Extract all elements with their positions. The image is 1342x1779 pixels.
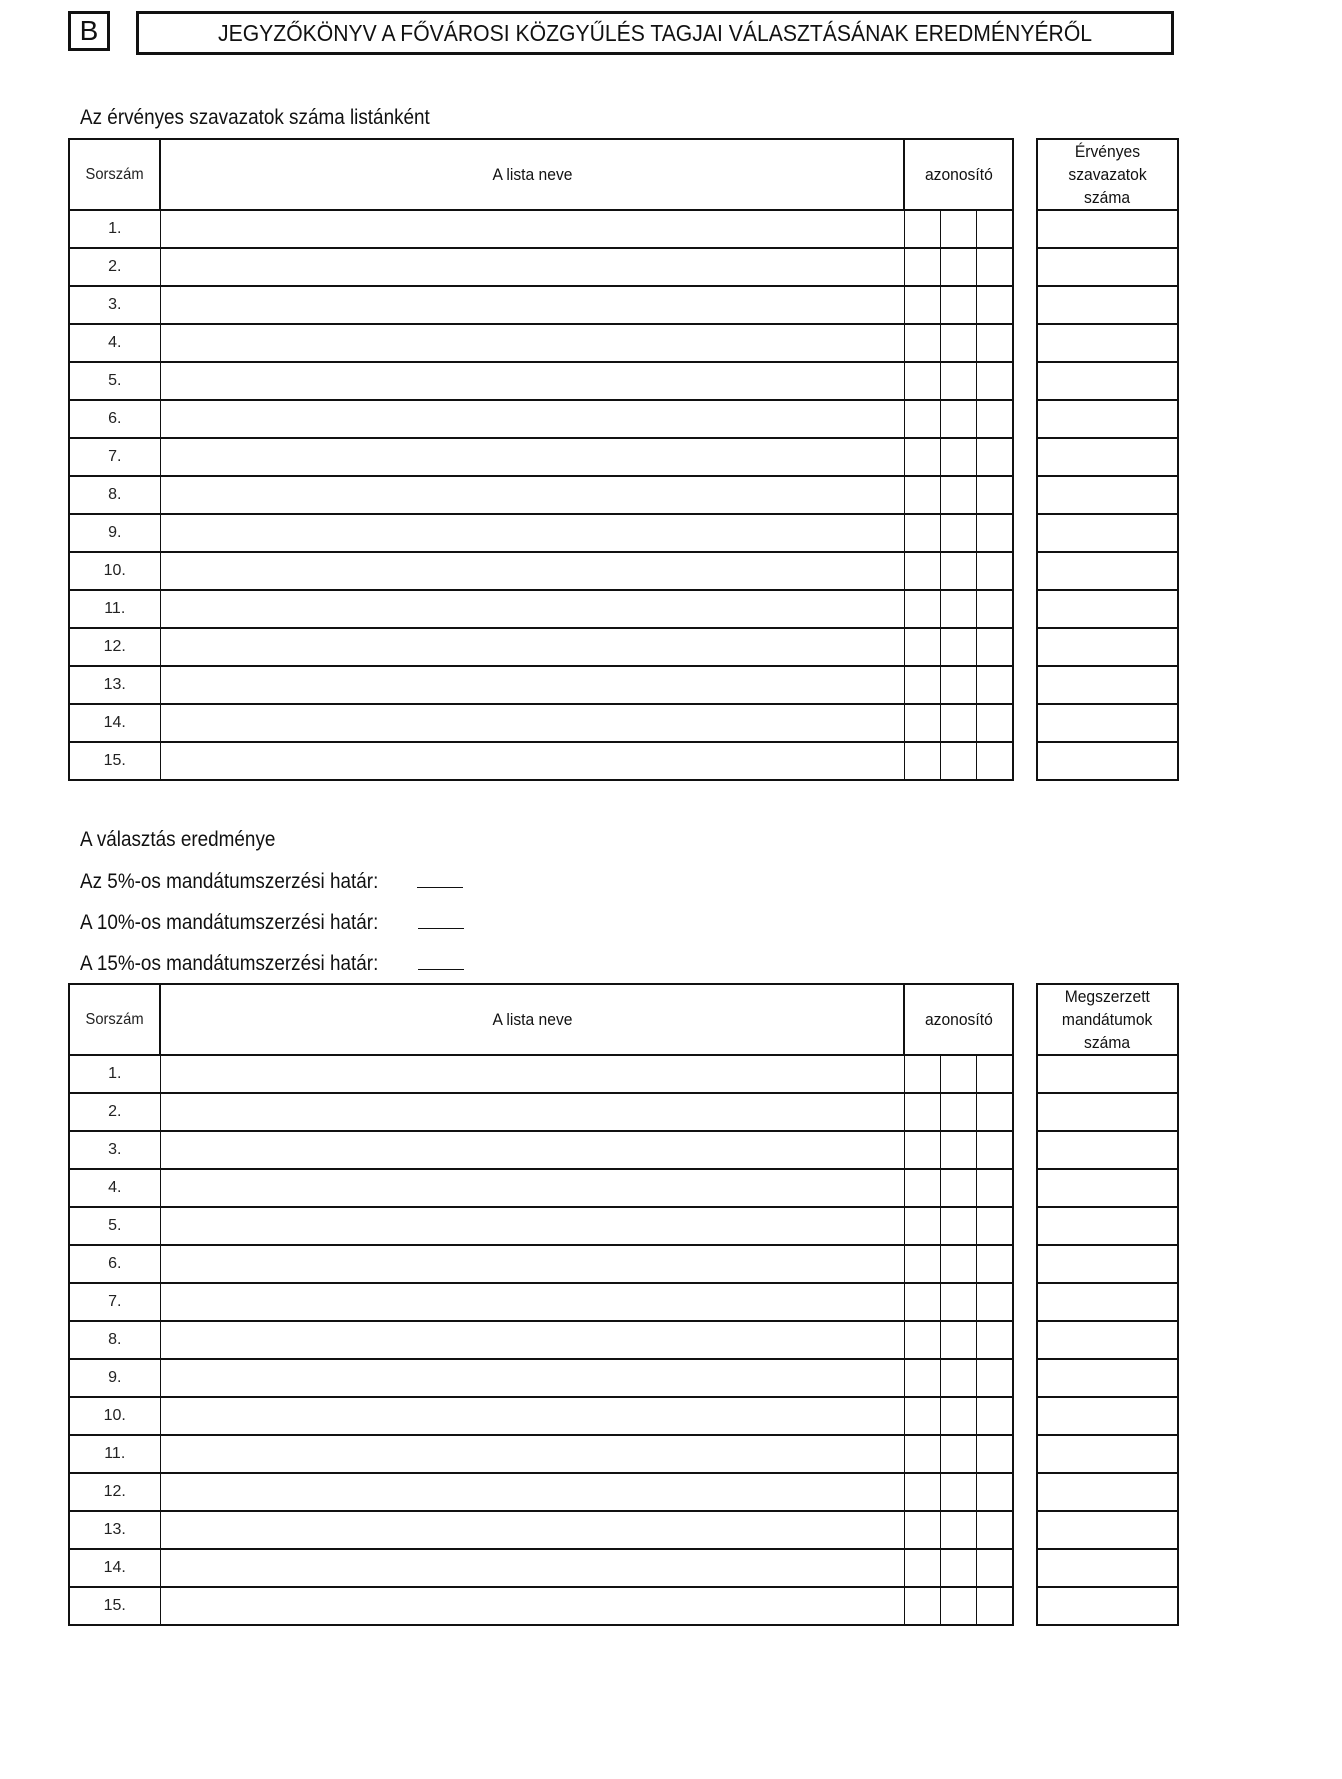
table-row xyxy=(69,1359,1013,1397)
azonosito-digit-cell[interactable] xyxy=(904,704,940,742)
row-number: 10. xyxy=(69,552,160,590)
row-number: 10. xyxy=(69,1397,160,1435)
count-cell[interactable] xyxy=(1037,324,1178,362)
azonosito-digit-cell[interactable] xyxy=(976,666,1013,704)
list-name-cell[interactable] xyxy=(160,324,904,362)
threshold-15-blank[interactable] xyxy=(418,953,464,970)
row-number: 11. xyxy=(69,1435,160,1473)
list-name-cell[interactable] xyxy=(160,1131,904,1169)
count-cell[interactable] xyxy=(1037,666,1178,704)
valid-votes-count-header: Érvényes szavazatok száma xyxy=(1037,139,1178,210)
count-cell[interactable] xyxy=(1037,1435,1178,1473)
azonosito-digit-cell[interactable] xyxy=(940,1245,976,1283)
table-row xyxy=(69,628,1013,666)
azonosito-digit-cell[interactable] xyxy=(976,1169,1013,1207)
azonosito-digit-cell[interactable] xyxy=(904,514,940,552)
table-row xyxy=(69,742,1013,780)
row-number: 4. xyxy=(69,324,160,362)
azonosito-digit-cell[interactable] xyxy=(976,1245,1013,1283)
list-name-cell[interactable] xyxy=(160,1169,904,1207)
row-number: 15. xyxy=(69,742,160,780)
count-cell[interactable] xyxy=(1037,248,1178,286)
azonosito-digit-cell[interactable] xyxy=(904,552,940,590)
list-name-cell[interactable] xyxy=(160,514,904,552)
azonosito-digit-cell[interactable] xyxy=(940,438,976,476)
row-number: 1. xyxy=(69,1055,160,1093)
count-cell[interactable] xyxy=(1037,704,1178,742)
table-row xyxy=(1037,1359,1178,1397)
count-cell[interactable] xyxy=(1037,514,1178,552)
azonosito-digit-cell[interactable] xyxy=(976,438,1013,476)
azonosito-header: azonosító xyxy=(904,984,1013,1055)
azonosito-digit-cell[interactable] xyxy=(904,666,940,704)
count-cell[interactable] xyxy=(1037,1549,1178,1587)
count-cell[interactable] xyxy=(1037,438,1178,476)
list-name-cell[interactable] xyxy=(160,666,904,704)
table-row xyxy=(1037,1093,1178,1131)
azonosito-digit-cell[interactable] xyxy=(904,324,940,362)
table-row xyxy=(69,400,1013,438)
row-number: 4. xyxy=(69,1169,160,1207)
count-cell[interactable] xyxy=(1037,1169,1178,1207)
azonosito-digit-cell[interactable] xyxy=(976,1435,1013,1473)
azonosito-digit-cell[interactable] xyxy=(904,1321,940,1359)
table-row xyxy=(69,666,1013,704)
table-row xyxy=(69,704,1013,742)
table-row xyxy=(1037,742,1178,780)
list-name-header: A lista neve xyxy=(160,984,904,1055)
list-name-cell[interactable] xyxy=(160,704,904,742)
list-name-cell[interactable] xyxy=(160,1473,904,1511)
table-row xyxy=(1037,1245,1178,1283)
list-name-cell[interactable] xyxy=(160,590,904,628)
count-cell[interactable] xyxy=(1037,1055,1178,1093)
azonosito-digit-cell[interactable] xyxy=(940,1397,976,1435)
valid-votes-count-table xyxy=(1036,138,1179,781)
azonosito-digit-cell[interactable] xyxy=(940,210,976,248)
list-name-header: A lista neve xyxy=(160,139,904,210)
list-name-cell[interactable] xyxy=(160,362,904,400)
azonosito-digit-cell[interactable] xyxy=(976,286,1013,324)
list-name-cell[interactable] xyxy=(160,1093,904,1131)
count-cell[interactable] xyxy=(1037,362,1178,400)
list-name-cell[interactable] xyxy=(160,1055,904,1093)
azonosito-digit-cell[interactable] xyxy=(940,248,976,286)
table-row xyxy=(69,1055,1013,1093)
threshold-10: A 10%-os mandátumszerzési határ: xyxy=(80,911,464,935)
table-row xyxy=(1037,628,1178,666)
sorszam-header: Sorszám xyxy=(69,984,160,1055)
count-cell[interactable] xyxy=(1037,1321,1178,1359)
azonosito-digit-cell[interactable] xyxy=(976,1207,1013,1245)
azonosito-digit-cell[interactable] xyxy=(940,1055,976,1093)
list-name-cell[interactable] xyxy=(160,1207,904,1245)
list-name-cell[interactable] xyxy=(160,286,904,324)
table-row xyxy=(69,1473,1013,1511)
mandates-count-header: Megszerzett mandátumok száma xyxy=(1037,984,1178,1055)
azonosito-digit-cell[interactable] xyxy=(976,1397,1013,1435)
table-row xyxy=(69,248,1013,286)
table-row xyxy=(1037,552,1178,590)
azonosito-digit-cell[interactable] xyxy=(904,1207,940,1245)
azonosito-digit-cell[interactable] xyxy=(940,628,976,666)
table-row xyxy=(1037,1397,1178,1435)
count-cell[interactable] xyxy=(1037,1093,1178,1131)
azonosito-digit-cell[interactable] xyxy=(976,1473,1013,1511)
row-number: 2. xyxy=(69,248,160,286)
table-row xyxy=(1037,1587,1178,1625)
azonosito-digit-cell[interactable] xyxy=(904,1169,940,1207)
table-row xyxy=(69,1283,1013,1321)
azonosito-digit-cell[interactable] xyxy=(976,1321,1013,1359)
list-name-cell[interactable] xyxy=(160,400,904,438)
azonosito-digit-cell[interactable] xyxy=(976,248,1013,286)
table-row xyxy=(69,286,1013,324)
azonosito-digit-cell[interactable] xyxy=(940,1169,976,1207)
azonosito-digit-cell[interactable] xyxy=(904,400,940,438)
azonosito-digit-cell[interactable] xyxy=(940,476,976,514)
azonosito-digit-cell[interactable] xyxy=(940,324,976,362)
azonosito-digit-cell[interactable] xyxy=(940,1549,976,1587)
table-row xyxy=(1037,362,1178,400)
row-number: 1. xyxy=(69,210,160,248)
azonosito-digit-cell[interactable] xyxy=(976,552,1013,590)
azonosito-digit-cell[interactable] xyxy=(904,742,940,780)
azonosito-digit-cell[interactable] xyxy=(904,1093,940,1131)
table-row xyxy=(69,438,1013,476)
row-number: 8. xyxy=(69,476,160,514)
azonosito-digit-cell[interactable] xyxy=(904,286,940,324)
table-row xyxy=(69,552,1013,590)
azonosito-digit-cell[interactable] xyxy=(904,1473,940,1511)
row-number: 3. xyxy=(69,1131,160,1169)
table-row xyxy=(1037,1511,1178,1549)
form-title-box xyxy=(136,11,1174,55)
table-row xyxy=(69,1093,1013,1131)
table-row xyxy=(1037,666,1178,704)
table-row xyxy=(1037,1055,1178,1093)
azonosito-digit-cell[interactable] xyxy=(904,1055,940,1093)
table-row xyxy=(1037,1283,1178,1321)
azonosito-digit-cell[interactable] xyxy=(904,476,940,514)
table-row xyxy=(69,1321,1013,1359)
table-row xyxy=(69,514,1013,552)
azonosito-digit-cell[interactable] xyxy=(976,1587,1013,1625)
row-number: 11. xyxy=(69,590,160,628)
azonosito-digit-cell[interactable] xyxy=(976,514,1013,552)
row-number: 7. xyxy=(69,1283,160,1321)
list-name-cell[interactable] xyxy=(160,210,904,248)
count-cell[interactable] xyxy=(1037,1131,1178,1169)
azonosito-digit-cell[interactable] xyxy=(940,1587,976,1625)
table-row xyxy=(1037,210,1178,248)
azonosito-digit-cell[interactable] xyxy=(940,666,976,704)
table-row xyxy=(1037,1169,1178,1207)
azonosito-digit-cell[interactable] xyxy=(940,1321,976,1359)
azonosito-digit-cell[interactable] xyxy=(904,1435,940,1473)
table-row xyxy=(1037,438,1178,476)
azonosito-digit-cell[interactable] xyxy=(940,286,976,324)
count-cell[interactable] xyxy=(1037,1359,1178,1397)
azonosito-digit-cell[interactable] xyxy=(904,438,940,476)
mandates-table xyxy=(68,983,1014,1626)
azonosito-digit-cell[interactable] xyxy=(940,362,976,400)
list-name-cell[interactable] xyxy=(160,1511,904,1549)
azonosito-digit-cell[interactable] xyxy=(904,1587,940,1625)
list-name-cell[interactable] xyxy=(160,1549,904,1587)
azonosito-digit-cell[interactable] xyxy=(940,552,976,590)
list-name-cell[interactable] xyxy=(160,1283,904,1321)
table-row xyxy=(69,1169,1013,1207)
list-name-cell[interactable] xyxy=(160,1435,904,1473)
table-row xyxy=(1037,1435,1178,1473)
count-cell[interactable] xyxy=(1037,1397,1178,1435)
azonosito-digit-cell[interactable] xyxy=(976,704,1013,742)
count-cell[interactable] xyxy=(1037,590,1178,628)
list-name-cell[interactable] xyxy=(160,476,904,514)
threshold-5: Az 5%-os mandátumszerzési határ: xyxy=(80,870,463,894)
list-name-cell[interactable] xyxy=(160,628,904,666)
azonosito-digit-cell[interactable] xyxy=(976,1055,1013,1093)
table-row xyxy=(69,590,1013,628)
azonosito-digit-cell[interactable] xyxy=(976,590,1013,628)
azonosito-digit-cell[interactable] xyxy=(904,1245,940,1283)
azonosito-digit-cell[interactable] xyxy=(940,590,976,628)
azonosito-digit-cell[interactable] xyxy=(976,1131,1013,1169)
table-row xyxy=(1037,1321,1178,1359)
count-cell[interactable] xyxy=(1037,742,1178,780)
azonosito-digit-cell[interactable] xyxy=(940,1093,976,1131)
row-number: 5. xyxy=(69,362,160,400)
table-row xyxy=(69,1397,1013,1435)
table-row xyxy=(1037,400,1178,438)
list-name-cell[interactable] xyxy=(160,1587,904,1625)
azonosito-digit-cell[interactable] xyxy=(976,742,1013,780)
azonosito-digit-cell[interactable] xyxy=(976,1093,1013,1131)
row-number: 2. xyxy=(69,1093,160,1131)
azonosito-digit-cell[interactable] xyxy=(976,210,1013,248)
list-name-cell[interactable] xyxy=(160,248,904,286)
count-cell[interactable] xyxy=(1037,1473,1178,1511)
table-row xyxy=(69,1587,1013,1625)
azonosito-digit-cell[interactable] xyxy=(904,1397,940,1435)
form-letter-box xyxy=(68,11,110,51)
table-row xyxy=(69,210,1013,248)
row-number: 12. xyxy=(69,1473,160,1511)
table-row xyxy=(1037,704,1178,742)
table-row xyxy=(69,1131,1013,1169)
count-cell[interactable] xyxy=(1037,286,1178,324)
count-cell[interactable] xyxy=(1037,476,1178,514)
azonosito-digit-cell[interactable] xyxy=(940,1131,976,1169)
azonosito-digit-cell[interactable] xyxy=(940,1283,976,1321)
table-row xyxy=(1037,590,1178,628)
table-row xyxy=(69,1245,1013,1283)
azonosito-digit-cell[interactable] xyxy=(904,590,940,628)
row-number: 7. xyxy=(69,438,160,476)
table-row xyxy=(69,476,1013,514)
table-row xyxy=(1037,248,1178,286)
count-cell[interactable] xyxy=(1037,210,1178,248)
mandates-count-table xyxy=(1036,983,1179,1626)
azonosito-digit-cell[interactable] xyxy=(940,742,976,780)
table-row xyxy=(69,1207,1013,1245)
azonosito-digit-cell[interactable] xyxy=(976,362,1013,400)
row-number: 3. xyxy=(69,286,160,324)
azonosito-digit-cell[interactable] xyxy=(940,514,976,552)
row-number: 6. xyxy=(69,1245,160,1283)
form-letter: B xyxy=(79,15,99,46)
valid-votes-table xyxy=(68,138,1014,781)
table-row xyxy=(1037,1207,1178,1245)
azonosito-digit-cell[interactable] xyxy=(940,400,976,438)
table-row xyxy=(1037,514,1178,552)
azonosito-digit-cell[interactable] xyxy=(904,362,940,400)
row-number: 15. xyxy=(69,1587,160,1625)
table-row xyxy=(69,362,1013,400)
azonosito-digit-cell[interactable] xyxy=(976,476,1013,514)
azonosito-digit-cell[interactable] xyxy=(940,1511,976,1549)
azonosito-digit-cell[interactable] xyxy=(976,1549,1013,1587)
azonosito-digit-cell[interactable] xyxy=(940,704,976,742)
azonosito-digit-cell[interactable] xyxy=(976,1359,1013,1397)
azonosito-digit-cell[interactable] xyxy=(976,324,1013,362)
table-row xyxy=(1037,1473,1178,1511)
row-number: 8. xyxy=(69,1321,160,1359)
row-number: 14. xyxy=(69,704,160,742)
list-name-cell[interactable] xyxy=(160,1359,904,1397)
table-row xyxy=(69,1549,1013,1587)
azonosito-digit-cell[interactable] xyxy=(904,248,940,286)
count-cell[interactable] xyxy=(1037,552,1178,590)
count-cell[interactable] xyxy=(1037,1511,1178,1549)
azonosito-digit-cell[interactable] xyxy=(976,628,1013,666)
list-name-cell[interactable] xyxy=(160,438,904,476)
form-title: JEGYZŐKÖNYV A FŐVÁROSI KÖZGYŰLÉS TAGJAI VÁLASZTÁSÁNAK EREDMÉNYÉRŐL xyxy=(217,19,1093,46)
azonosito-digit-cell[interactable] xyxy=(904,1283,940,1321)
azonosito-digit-cell[interactable] xyxy=(904,210,940,248)
azonosito-digit-cell[interactable] xyxy=(904,1511,940,1549)
azonosito-digit-cell[interactable] xyxy=(976,1511,1013,1549)
azonosito-digit-cell[interactable] xyxy=(904,1359,940,1397)
row-number: 9. xyxy=(69,514,160,552)
azonosito-digit-cell[interactable] xyxy=(904,628,940,666)
azonosito-digit-cell[interactable] xyxy=(976,400,1013,438)
threshold-5-blank[interactable] xyxy=(417,871,463,888)
row-number: 14. xyxy=(69,1549,160,1587)
row-number: 13. xyxy=(69,666,160,704)
azonosito-digit-cell[interactable] xyxy=(940,1473,976,1511)
section1-heading: Az érvényes szavazatok száma listánként xyxy=(80,106,430,129)
table-row xyxy=(69,1511,1013,1549)
table-row xyxy=(69,1435,1013,1473)
azonosito-digit-cell[interactable] xyxy=(940,1207,976,1245)
count-cell[interactable] xyxy=(1037,1587,1178,1625)
list-name-cell[interactable] xyxy=(160,552,904,590)
azonosito-digit-cell[interactable] xyxy=(940,1435,976,1473)
azonosito-digit-cell[interactable] xyxy=(904,1131,940,1169)
count-cell[interactable] xyxy=(1037,1283,1178,1321)
table-row xyxy=(1037,1131,1178,1169)
row-number: 12. xyxy=(69,628,160,666)
count-cell[interactable] xyxy=(1037,1245,1178,1283)
section2-heading: A választás eredménye xyxy=(80,828,276,851)
azonosito-digit-cell[interactable] xyxy=(940,1359,976,1397)
azonosito-digit-cell[interactable] xyxy=(976,1283,1013,1321)
table-row xyxy=(1037,476,1178,514)
row-number: 6. xyxy=(69,400,160,438)
table-row xyxy=(1037,324,1178,362)
list-name-cell[interactable] xyxy=(160,1245,904,1283)
azonosito-header: azonosító xyxy=(904,139,1013,210)
threshold-15: A 15%-os mandátumszerzési határ: xyxy=(80,952,464,976)
azonosito-digit-cell[interactable] xyxy=(904,1549,940,1587)
count-cell[interactable] xyxy=(1037,1207,1178,1245)
sorszam-header: Sorszám xyxy=(69,139,160,210)
threshold-10-blank[interactable] xyxy=(418,912,464,929)
list-name-cell[interactable] xyxy=(160,1397,904,1435)
list-name-cell[interactable] xyxy=(160,742,904,780)
row-number: 9. xyxy=(69,1359,160,1397)
table-row xyxy=(69,324,1013,362)
table-row xyxy=(1037,286,1178,324)
count-cell[interactable] xyxy=(1037,628,1178,666)
list-name-cell[interactable] xyxy=(160,1321,904,1359)
table-row xyxy=(1037,1549,1178,1587)
row-number: 13. xyxy=(69,1511,160,1549)
count-cell[interactable] xyxy=(1037,400,1178,438)
row-number: 5. xyxy=(69,1207,160,1245)
